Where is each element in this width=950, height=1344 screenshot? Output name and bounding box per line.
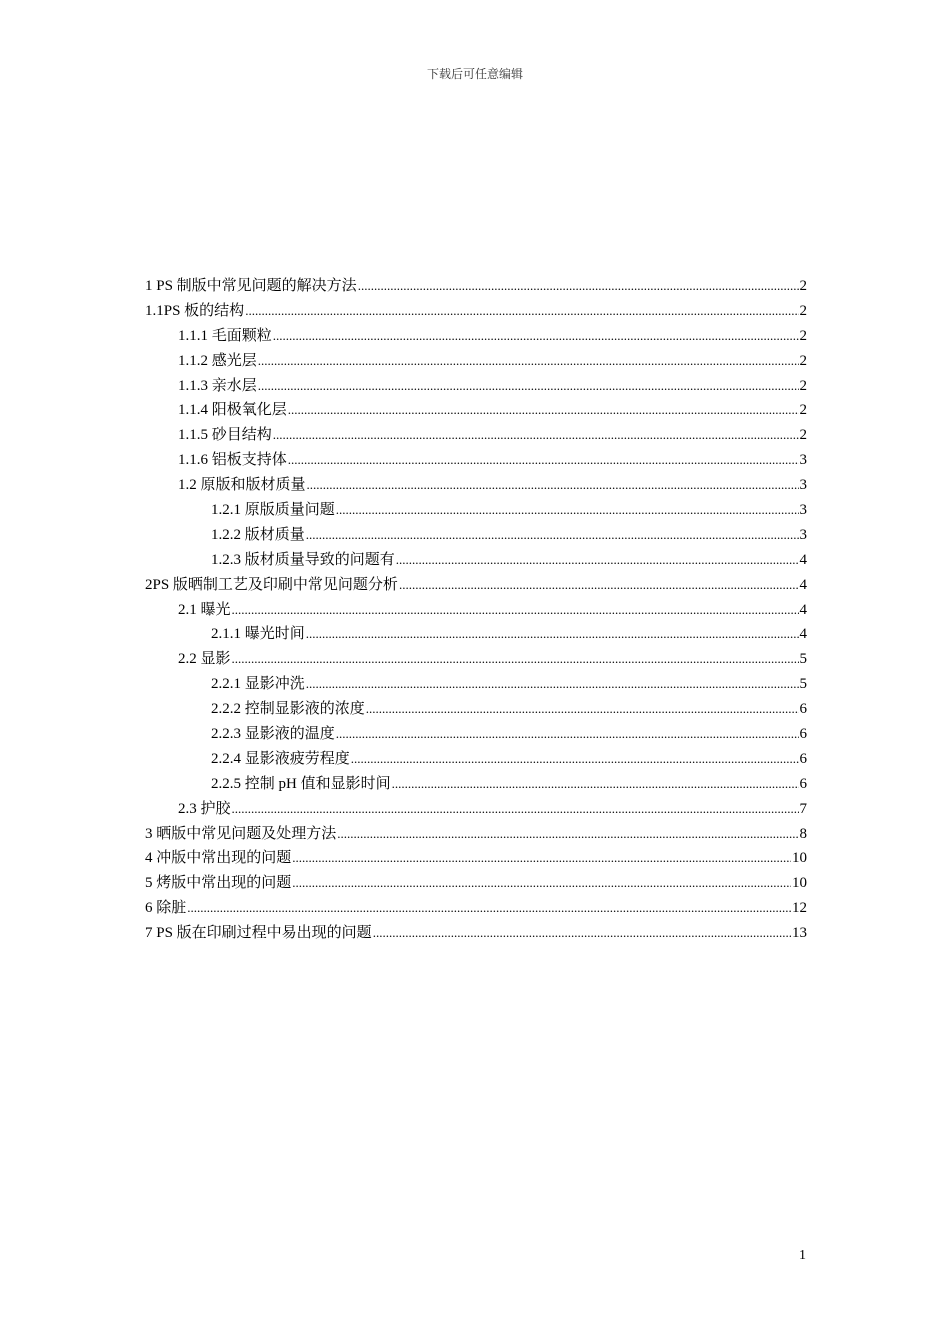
toc-entry-page: 5 [799,651,807,668]
toc-entry[interactable] [145,523,807,548]
toc-entry[interactable] [145,797,807,822]
toc-entry[interactable] [145,448,807,473]
toc-entry-title: 1.2 原版和版材质量 [178,477,306,494]
toc-entry-title: 2.2.3 显影液的温度 [211,726,335,743]
toc-entry[interactable] [145,598,807,623]
toc-entry-title: 2.2.1 显影冲洗 [211,676,305,693]
toc-entry[interactable] [145,846,807,871]
toc-dot-leader [288,398,799,423]
toc-dot-leader [232,797,799,822]
toc-entry-title: 1.2.3 版材质量导致的问题有 [211,551,395,568]
toc-entry[interactable] [145,672,807,697]
toc-entry-title: 2.1 曝光 [178,601,231,618]
toc-entry-page: 4 [799,576,807,593]
toc-dot-leader [292,846,791,871]
toc-entry-page: 3 [799,526,807,543]
toc-entry-page: 8 [799,825,807,842]
toc-entry-title: 4 冲版中常出现的问题 [145,850,292,867]
toc-dot-leader [273,423,799,448]
toc-dot-leader [232,647,799,672]
toc-entry-title: 1 PS 制版中常见问题的解决方法 [145,278,357,294]
toc-entry-title: 1.2.1 原版质量问题 [211,502,335,519]
toc-entry-page: 10 [792,850,807,867]
toc-entry-title: 1.2.2 版材质量 [211,526,305,543]
toc-dot-leader [336,722,799,747]
toc-entry-page: 6 [799,775,807,792]
toc-entry-page: 7 [799,800,807,817]
toc-dot-leader [306,672,799,697]
toc-entry-page: 4 [799,626,807,643]
toc-entry[interactable] [145,423,807,448]
toc-entry-title: 1.1.3 亲水层 [178,377,257,394]
toc-entry-page: 4 [799,551,807,568]
toc-entry-title: 2.3 护胶 [178,800,231,817]
toc-entry[interactable] [145,822,807,847]
toc-dot-leader [392,772,799,797]
toc-entry[interactable] [145,299,807,324]
toc-entry[interactable] [145,573,807,598]
toc-entry-title: 1.1.6 铝板支持体 [178,452,287,469]
toc-entry-title: 3 晒版中常见问题及处理方法 [145,825,337,842]
toc-entry[interactable] [145,548,807,573]
toc-entry[interactable] [145,473,807,498]
toc-dot-leader [399,573,799,598]
toc-entry[interactable] [145,398,807,423]
toc-dot-leader [396,548,799,573]
toc-entry-page: 12 [792,900,807,917]
toc-entry[interactable] [145,747,807,772]
toc-entry-title: 1.1.4 阳极氧化层 [178,402,287,419]
toc-entry-title: 1.1PS 板的结构 [145,302,245,319]
toc-dot-leader [307,473,799,498]
toc-entry-title: 5 烤版中常出现的问题 [145,875,292,892]
toc-entry[interactable] [145,622,807,647]
toc-entry-page: 2 [799,352,807,369]
toc-entry-page: 2 [799,402,807,419]
toc-entry-page: 6 [799,726,807,743]
toc-entry-page: 2 [799,278,807,294]
table-of-contents [145,274,807,946]
toc-entry-page: 4 [799,601,807,618]
toc-entry-page: 13 [792,925,807,942]
toc-entry-title: 1.1.2 感光层 [178,352,257,369]
toc-entry-title: 2.1.1 曝光时间 [211,626,305,643]
toc-entry-page: 2 [799,327,807,344]
toc-dot-leader [232,598,799,623]
toc-entry[interactable] [145,697,807,722]
toc-entry[interactable] [145,722,807,747]
toc-entry[interactable] [145,647,807,672]
toc-dot-leader [187,896,791,921]
toc-entry[interactable] [145,324,807,349]
toc-entry-page: 3 [799,477,807,494]
toc-entry-title: 2.2.4 显影液疲劳程度 [211,750,350,767]
toc-dot-leader [358,274,799,299]
toc-dot-leader [351,747,799,772]
toc-entry-title: 6 除脏 [145,900,187,917]
toc-entry-page: 6 [799,701,807,718]
toc-entry[interactable] [145,921,807,946]
toc-entry-page: 2 [799,427,807,444]
toc-entry[interactable] [145,374,807,399]
toc-entry-page: 5 [799,676,807,693]
toc-entry-page: 2 [799,302,807,319]
toc-dot-leader [245,299,798,324]
toc-dot-leader [336,498,799,523]
toc-entry-title: 2.2 显影 [178,651,231,668]
toc-dot-leader [273,324,799,349]
toc-entry[interactable] [145,498,807,523]
toc-dot-leader [258,374,799,399]
toc-entry[interactable] [145,349,807,374]
toc-entry-title: 7 PS 版在印刷过程中易出现的问题 [145,925,372,942]
toc-dot-leader [306,523,799,548]
page-number: 1 [799,1248,806,1263]
toc-entry[interactable] [145,896,807,921]
toc-entry-title: 2.2.2 控制显影液的浓度 [211,701,365,718]
toc-dot-leader [306,622,799,647]
toc-entry-title: 1.1.5 砂目结构 [178,427,272,444]
toc-entry[interactable] [145,871,807,896]
toc-dot-leader [288,448,799,473]
toc-entry-page: 10 [792,875,807,892]
toc-dot-leader [366,697,799,722]
toc-entry[interactable] [145,274,807,299]
toc-entry-title: 1.1.1 毛面颗粒 [178,327,272,344]
toc-dot-leader [373,921,791,946]
toc-entry-page: 3 [799,452,807,469]
toc-entry-page: 2 [799,377,807,394]
toc-entry-title: 2PS 版晒制工艺及印刷中常见问题分析 [145,576,398,593]
toc-entry-page: 3 [799,502,807,519]
toc-dot-leader [258,349,799,374]
toc-entry[interactable] [145,772,807,797]
page-header: 下载后可任意编辑 [426,67,523,81]
toc-entry-title: 2.2.5 控制 pH 值和显影时间 [211,775,391,792]
toc-dot-leader [292,871,791,896]
toc-dot-leader [337,822,798,847]
toc-entry-page: 6 [799,750,807,767]
